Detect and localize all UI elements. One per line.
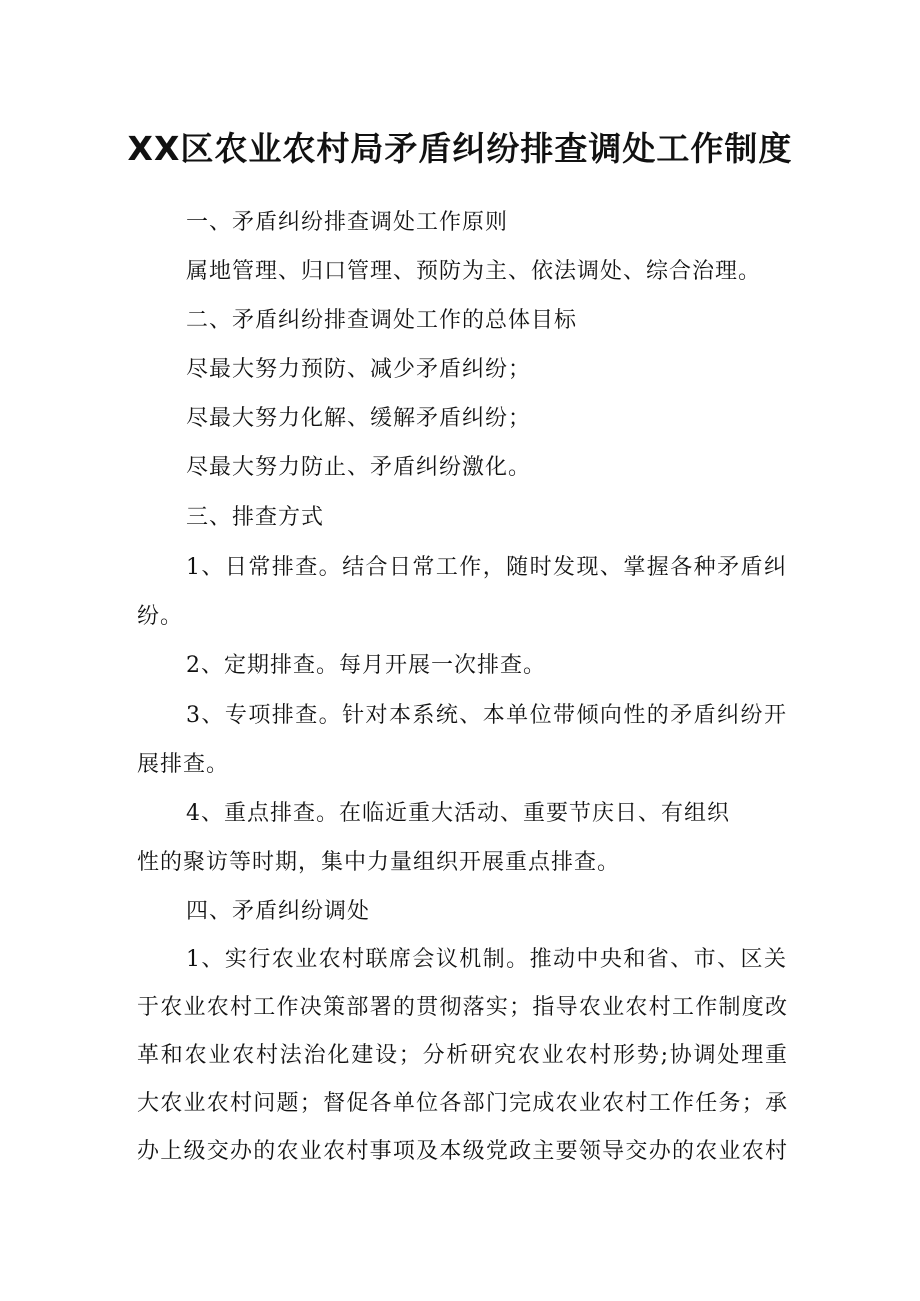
section-2-heading: 二、矛盾纠纷排查调处工作的总体目标 — [186, 308, 578, 333]
section-3-heading: 三、排查方式 — [186, 505, 325, 530]
section-4-paragraph-line: 大农业农村问题；督促各单位各部门完成农业农村工作任务；承 — [137, 1091, 787, 1116]
section-3-paragraph-4-line-2: 性的聚访等时期，集中力量组织开展重点排查。 — [137, 850, 621, 875]
section-3-paragraph-3-line-2: 展排查。 — [137, 752, 230, 777]
section-2-item: 尽最大努力防止、矛盾纠纷激化。 — [186, 455, 532, 480]
document-title: XX区农业农村局矛盾纠纷排查调处工作制度 — [127, 129, 793, 168]
section-4-paragraph-line: 办上级交办的农业农村事项及本级党政主要领导交办的农业农村 — [137, 1139, 787, 1164]
section-3-paragraph-3-line-1: 3、专项排查。针对本系统、本单位带倾向性的矛盾纠纷开 — [186, 703, 786, 728]
section-4-paragraph-line: 于农业农村工作决策部署的贯彻落实；指导农业农村工作制度改 — [137, 995, 787, 1020]
section-4-paragraph-line: 革和农业农村法治化建设；分析研究农业农村形势;协调处理重 — [137, 1043, 787, 1068]
section-2-item: 尽最大努力预防、减少矛盾纠纷； — [186, 357, 532, 382]
section-2-item: 尽最大努力化解、缓解矛盾纠纷； — [186, 406, 532, 431]
section-4-paragraph-line: 1、实行农业农村联席会议机制。推动中央和省、市、区关 — [186, 947, 786, 972]
section-3-paragraph-1-line-2: 纷。 — [137, 604, 184, 629]
section-3-paragraph-1-line-1: 1、日常排查。结合日常工作，随时发现、掌握各种矛盾纠 — [186, 555, 786, 580]
section-1-body: 属地管理、归口管理、预防为主、依法调处、综合治理。 — [186, 259, 762, 284]
section-4-heading: 四、矛盾纠纷调处 — [186, 899, 371, 924]
section-3-paragraph-4-line-1: 4、重点排查。在临近重大活动、重要节庆日、有组织 — [186, 801, 730, 826]
section-1-heading: 一、矛盾纠纷排查调处工作原则 — [186, 210, 509, 235]
section-3-paragraph-2: 2、定期排查。每月开展一次排查。 — [186, 653, 546, 678]
